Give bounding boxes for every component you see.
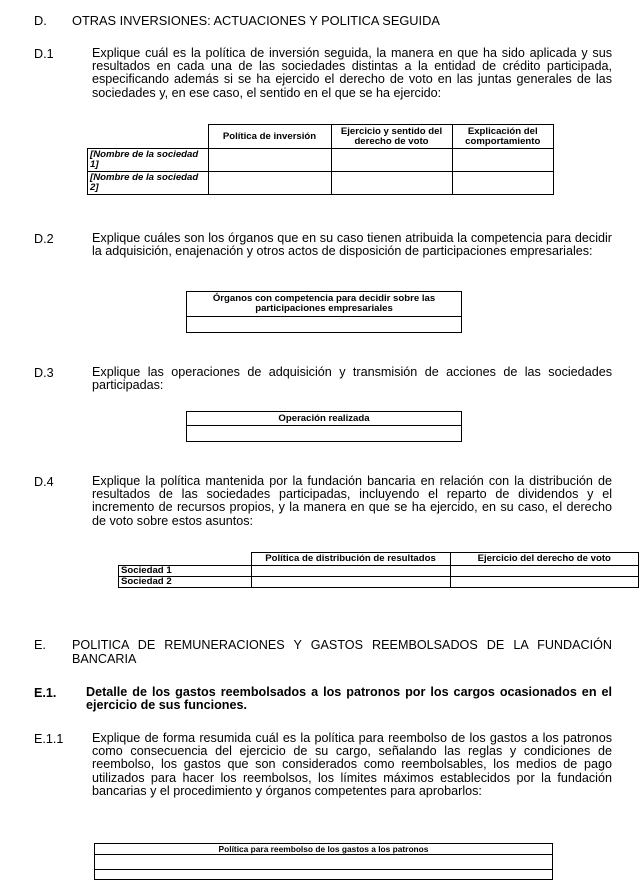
table-cell[interactable] (331, 172, 452, 195)
table-row (95, 870, 553, 880)
table-row (187, 317, 462, 333)
table-cell[interactable] (450, 566, 639, 577)
table-row (119, 566, 639, 577)
table-cell[interactable] (450, 577, 639, 588)
question-code: D.3 (34, 366, 54, 380)
table-cell[interactable] (208, 172, 331, 195)
heading-e1 (34, 686, 612, 712)
table-cell[interactable] (251, 577, 450, 588)
d2-table (186, 291, 462, 333)
table-row (119, 577, 639, 588)
question-d1 (34, 47, 612, 100)
table-row (95, 855, 553, 870)
table-cell[interactable] (187, 317, 462, 333)
question-text: Explique las operaciones de adquisición y transmisión de acciones de las sociedades participadas: (92, 365, 612, 393)
table-cell[interactable] (187, 426, 462, 442)
table-cell[interactable] (452, 149, 554, 172)
table-cell[interactable] (95, 870, 553, 880)
question-text: Explique cuál es la política de inversión seguida, la manera en que ha sido aplicada y sus resultados en cada una de las sociedades distintas a la entidad de crédito participada, especificando además si se ha ejercido el derecho de voto en las juntas generales de las sociedades y, en ese caso, el sentido en el que se ha ejercido: (92, 46, 612, 100)
d1-table (87, 124, 554, 195)
question-text: Explique la política mantenida por la fundación bancaria en relación con la distribución de resultados de las sociedades participadas, incluyendo el reparto de dividendos y el incremento de recursos propios, y la manera en que se ha ejercido, en su caso, el derecho de voto sobre estos asuntos: (92, 474, 612, 528)
d3-table (186, 411, 462, 442)
question-code: E.1.1 (34, 732, 64, 746)
question-text: Explique cuáles son los órganos que en su caso tienen atribuida la competencia para decidir la adquisición, enajenación y otros actos de disposición de participaciones empresariales: (92, 231, 612, 259)
column-header: Órganos con competencia para decidir sobre las participaciones empresariales (187, 292, 462, 317)
row-label: [Nombre de la sociedad 1] (88, 149, 209, 172)
column-header: Explicación del comportamiento (452, 125, 554, 149)
column-header: Ejercicio y sentido del derecho de voto (331, 125, 452, 149)
question-d2 (34, 232, 612, 258)
question-text: Explique de forma resumida cuál es la política para reembolso de los gastos a los patronos como consecuencia del ejercicio de su cargo, señalando las reglas y condiciones de reembolso, los gastos que son considerados como reembolsables, los medios de pago utilizados para hacer los reembolsos, los límites máximos establecidos por la fundación bancarias y el procedimiento y órganos competentes para aprobarlos: (92, 731, 612, 798)
row-label: [Nombre de la sociedad 2] (88, 172, 209, 195)
row-label: Sociedad 2 (119, 577, 252, 588)
table-row (88, 172, 554, 195)
column-header: Ejercicio del derecho de voto (450, 553, 639, 566)
table-row (187, 426, 462, 442)
column-header: Política de distribución de resultados (251, 553, 450, 566)
question-d4 (34, 475, 612, 528)
table-cell[interactable] (452, 172, 554, 195)
empty-corner (119, 553, 252, 566)
question-d3 (34, 366, 612, 392)
question-code: D.4 (34, 475, 54, 489)
question-code: D.1 (34, 47, 54, 61)
section-code: D. (34, 13, 47, 28)
row-label: Sociedad 1 (119, 566, 252, 577)
table-row (88, 149, 554, 172)
question-code: D.2 (34, 232, 54, 246)
column-header: Política de inversión (208, 125, 331, 149)
column-header: Operación realizada (187, 412, 462, 426)
d4-table (118, 552, 639, 588)
section-code: E. (34, 638, 46, 652)
question-e11 (34, 732, 612, 798)
section-d-heading (34, 13, 440, 28)
section-title: OTRAS INVERSIONES: ACTUACIONES Y POLITICA SEGUIDA (72, 13, 440, 28)
e11-table (94, 843, 553, 880)
section-e-heading (34, 638, 612, 666)
column-header: Política para reembolso de los gastos a los patronos (95, 844, 553, 855)
section-title: POLITICA DE REMUNERACIONES Y GASTOS REEMBOLSADOS DE LA FUNDACIÓN BANCARIA (72, 638, 612, 666)
heading-code: E.1. (34, 686, 57, 700)
table-cell[interactable] (208, 149, 331, 172)
table-cell[interactable] (331, 149, 452, 172)
table-cell[interactable] (95, 855, 553, 870)
table-cell[interactable] (251, 566, 450, 577)
heading-text: Detalle de los gastos reembolsados a los patronos por los cargos ocasionados en el ejercicio de sus funciones. (86, 685, 612, 713)
empty-corner (88, 125, 209, 149)
